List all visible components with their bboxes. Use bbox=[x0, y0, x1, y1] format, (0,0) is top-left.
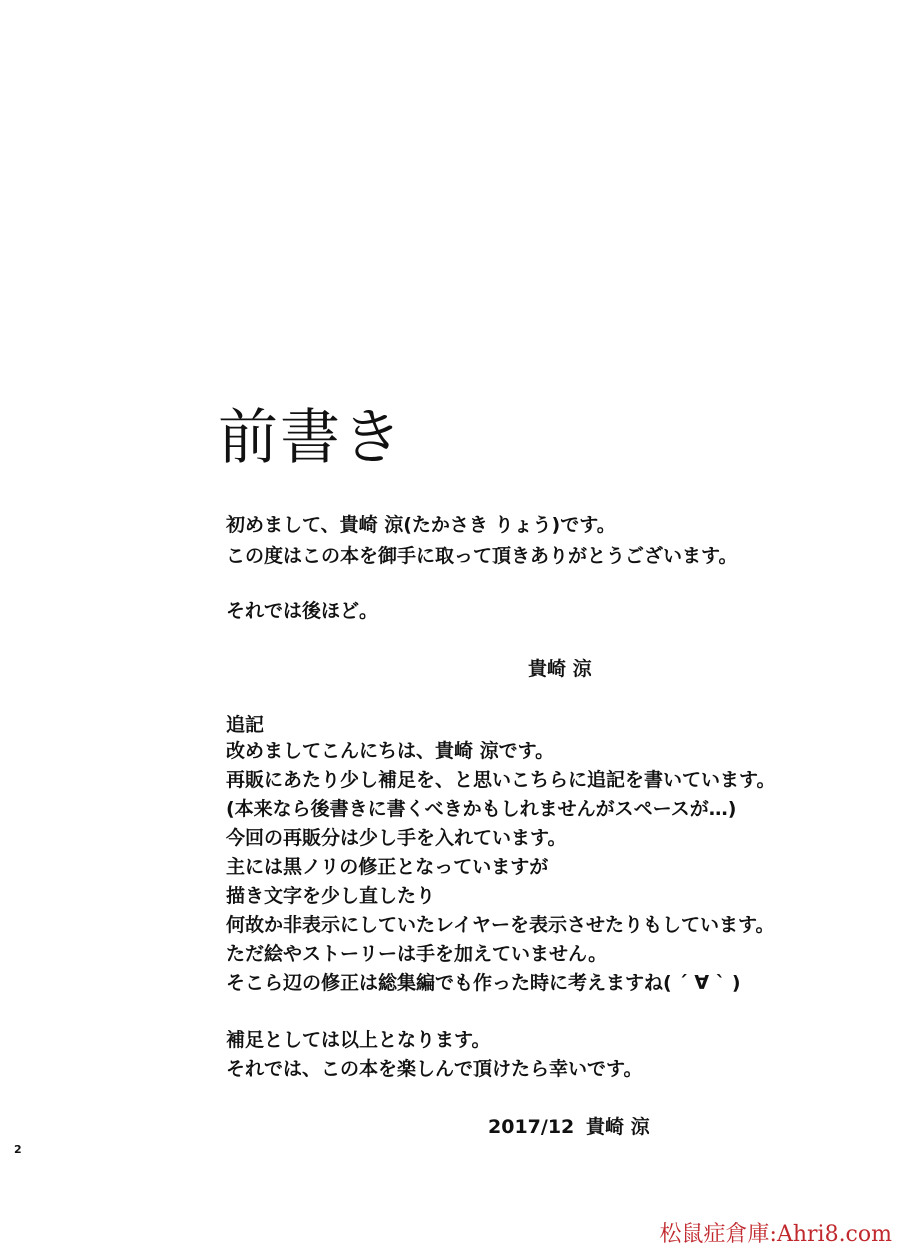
postscript-line-1: 改めましてこんにちは、貴崎 涼です。 bbox=[226, 740, 555, 762]
watermark-link[interactable]: 松鼠症倉庫:Ahri8.com bbox=[659, 1222, 892, 1247]
postscript-heading: 追記 bbox=[226, 714, 265, 736]
final-line-2: それでは、この本を楽しんで頂けたら幸いです。 bbox=[226, 1058, 643, 1080]
signature-date: 2017/12 bbox=[488, 1116, 575, 1138]
postscript-line-2: 再販にあたり少し補足を、と思いこちらに追記を書いています。 bbox=[226, 769, 776, 791]
postscript-line-5: 主には黒ノリの修正となっていますが bbox=[226, 856, 549, 878]
intro-line-2: この度はこの本を御手に取って頂きありがとうございます。 bbox=[226, 545, 738, 567]
page-number: 2 bbox=[14, 1143, 22, 1156]
closing-line: それでは後ほど。 bbox=[226, 600, 379, 622]
postscript-line-7: 何故か非表示にしていたレイヤーを表示させたりもしています。 bbox=[226, 914, 775, 936]
postscript-line-6: 描き文字を少し直したり bbox=[226, 885, 436, 907]
postscript-line-8: ただ絵やストーリーは手を加えていません。 bbox=[226, 943, 608, 965]
postscript-line-4: 今回の再販分は少し手を入れています。 bbox=[226, 827, 567, 849]
intro-line-1: 初めまして、貴崎 涼(たかさき りょう)です。 bbox=[226, 514, 616, 536]
postscript-line-9: そこら辺の修正は総集編でも作った時に考えますね( ´ ∀ ` ) bbox=[226, 972, 741, 994]
signature-name-1: 貴崎 涼 bbox=[528, 658, 592, 680]
final-line-1: 補足としては以上となります。 bbox=[226, 1029, 491, 1051]
page-title: 前書き bbox=[218, 403, 404, 473]
signature-name-2: 貴崎 涼 bbox=[586, 1116, 650, 1138]
postscript-line-3: (本来なら後書きに書くべきかもしれませんがスペースが…) bbox=[226, 798, 737, 820]
